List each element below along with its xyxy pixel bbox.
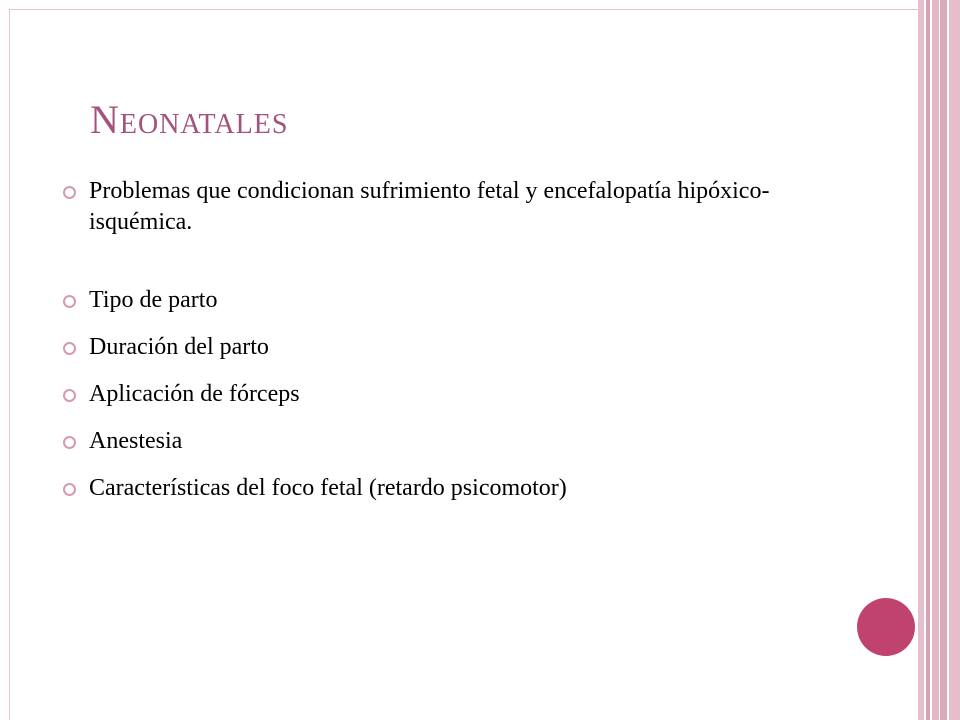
bullet-text: Anestesia (89, 428, 183, 454)
slide-title: Neonatales (90, 97, 289, 142)
slide-frame-left-border (9, 9, 10, 720)
bullet-text: Tipo de parto (89, 287, 218, 313)
circle-outline-bullet-icon (63, 186, 76, 199)
bullet-item-anestesia (62, 426, 862, 457)
bullet-item-tipo-parto (62, 285, 862, 316)
right-stripe-7 (940, 0, 947, 720)
right-stripe-9 (949, 0, 960, 720)
bullet-text: Problemas que condicionan sufrimiento fetal y encefalopatía hipóxico-isquémica. (89, 178, 770, 235)
bullet-text: Características del foco fetal (retardo psicomotor) (89, 475, 567, 501)
circle-outline-bullet-icon (63, 389, 76, 402)
bullet-item-foco-fetal (62, 473, 862, 504)
pink-circle-accent-icon (857, 598, 915, 656)
bullet-item-problemas (62, 176, 862, 238)
bullet-text: Duración del parto (89, 334, 269, 360)
bullet-list (62, 176, 862, 520)
bullet-item-duracion-parto (62, 332, 862, 363)
slide-frame-top-border (9, 9, 920, 10)
bullet-item-forceps (62, 379, 862, 410)
right-stripe-5 (932, 0, 939, 720)
circle-outline-bullet-icon (63, 295, 76, 308)
bullet-text: Aplicación de fórceps (89, 381, 300, 407)
circle-outline-bullet-icon (63, 436, 76, 449)
circle-outline-bullet-icon (63, 342, 76, 355)
circle-outline-bullet-icon (63, 483, 76, 496)
